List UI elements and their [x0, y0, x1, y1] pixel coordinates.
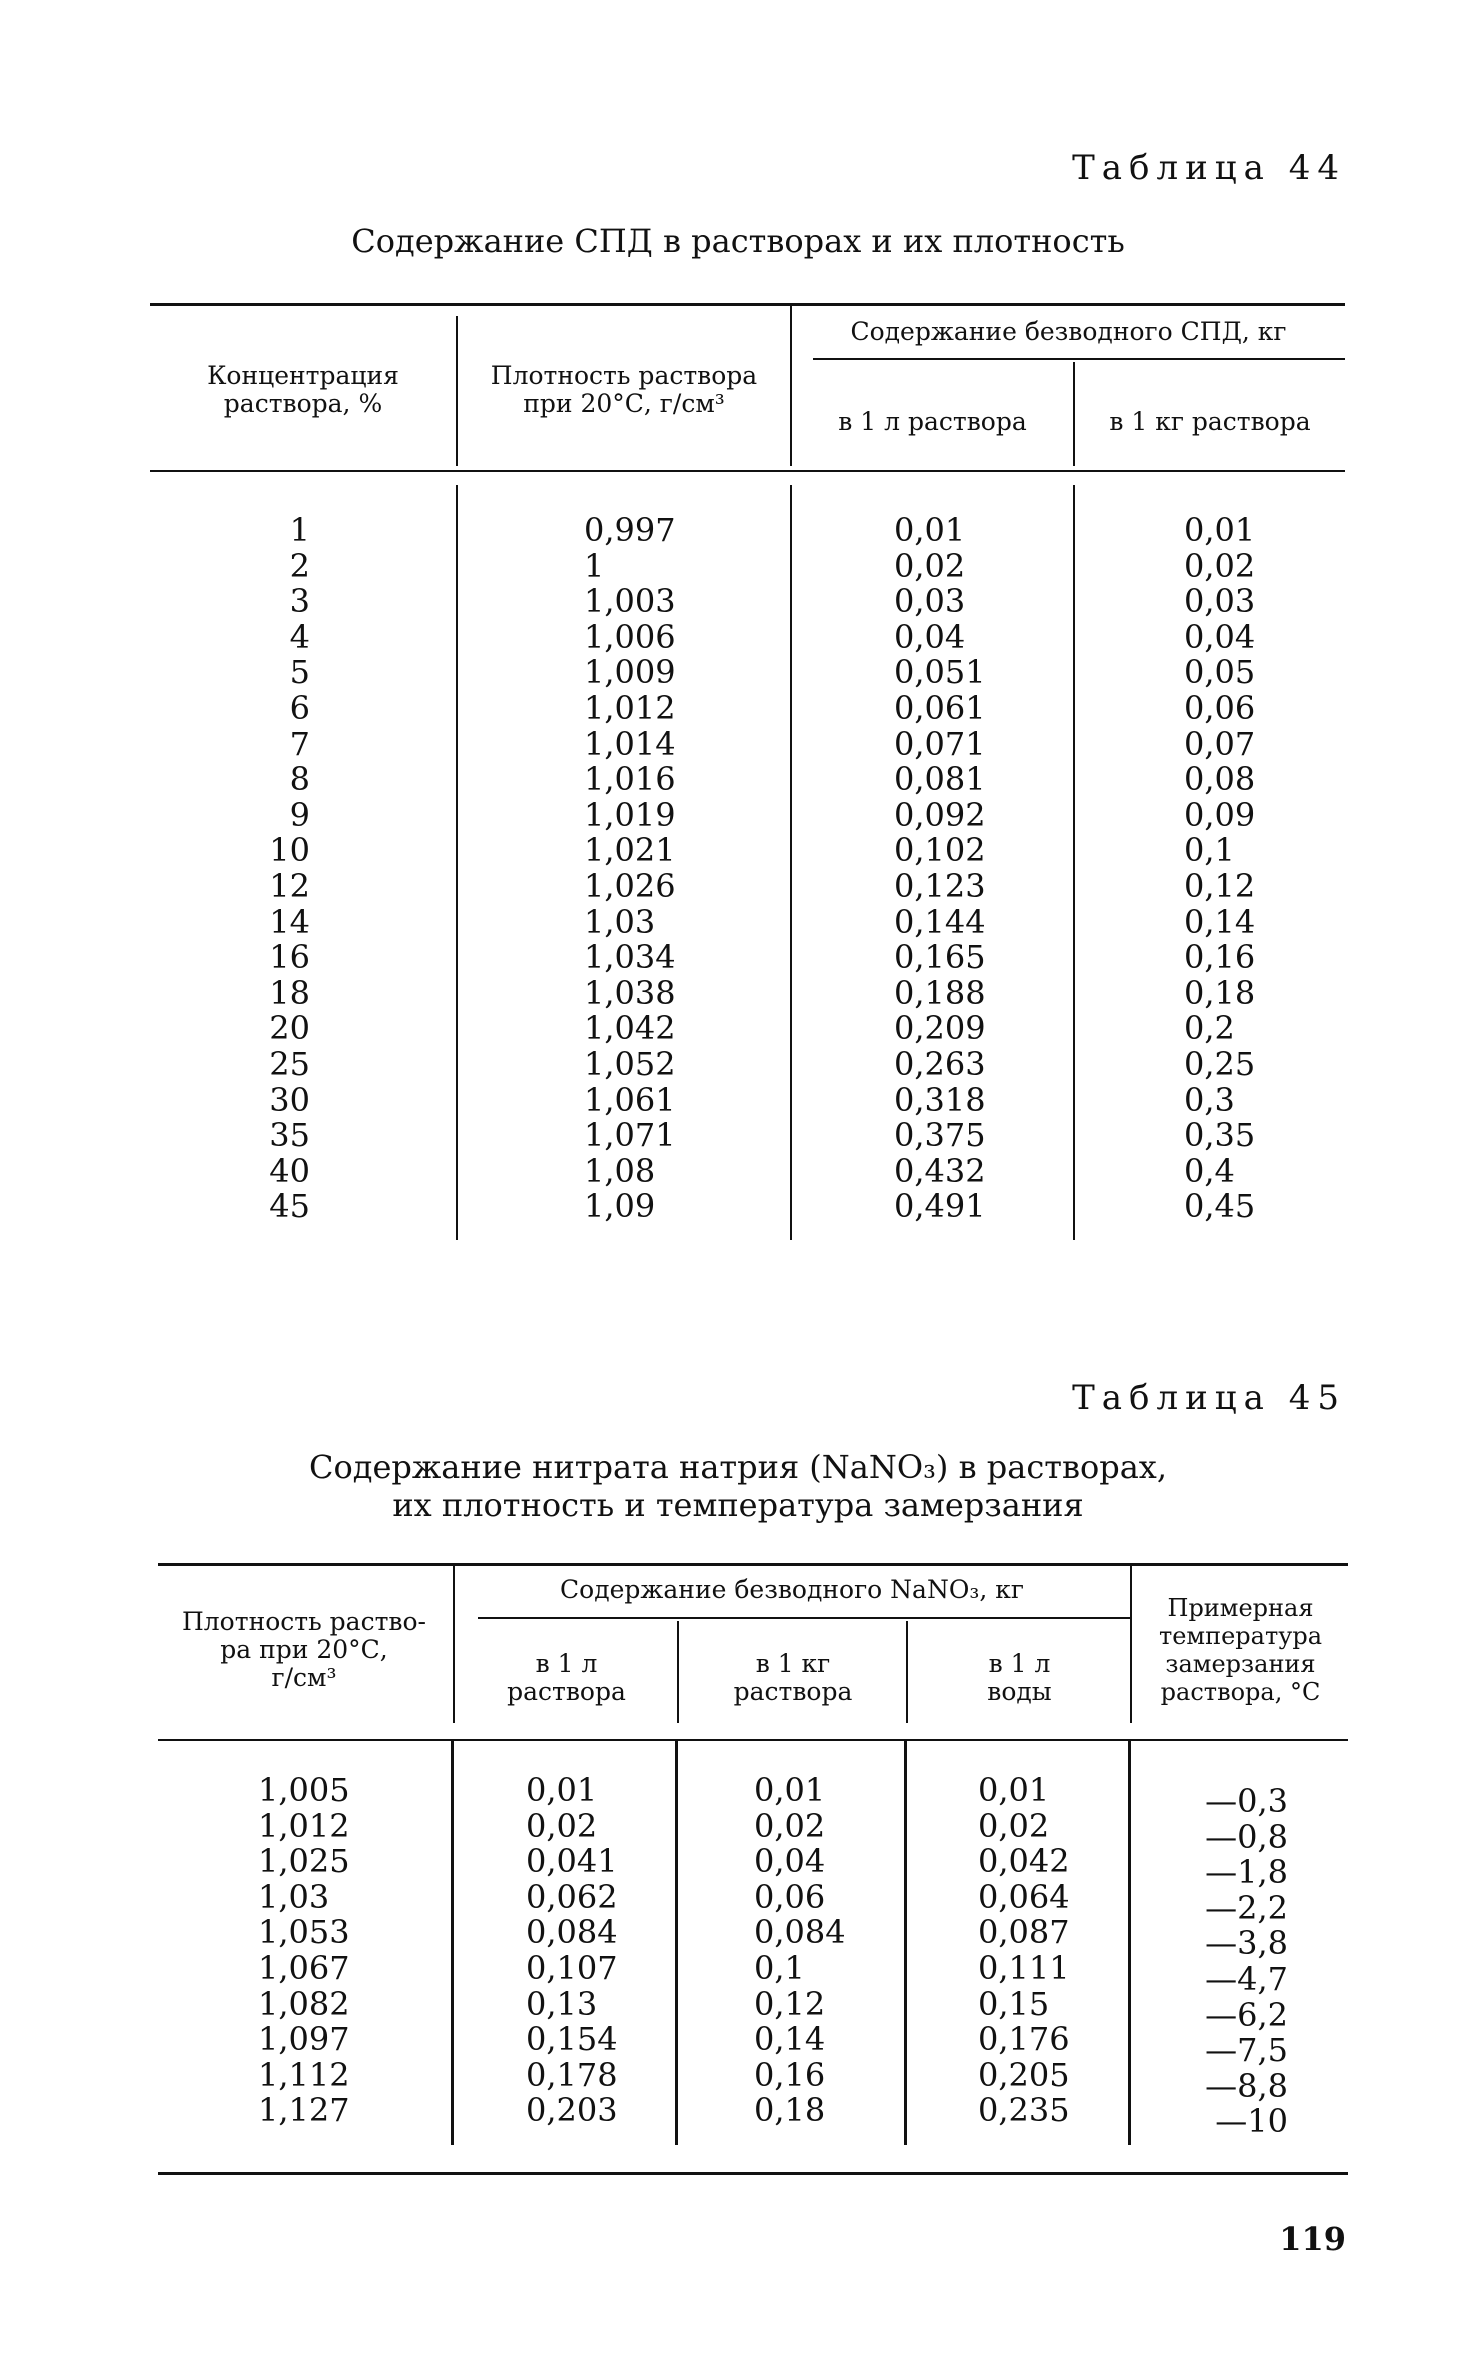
table-cell: 0,02: [754, 1806, 826, 1845]
table-cell: 0,062: [526, 1877, 618, 1916]
table-cell: 0,14: [1184, 902, 1256, 941]
table-45-vline: [451, 1740, 454, 2145]
table-44-column-density: [584, 513, 676, 1225]
table-cell: 0,02: [894, 546, 966, 585]
table-45-column-freezing: [1140, 1784, 1288, 2140]
table-cell: 1,012: [584, 688, 676, 727]
table-cell: 45: [269, 1187, 310, 1226]
table-cell: 6: [289, 688, 310, 727]
table-cell: 1: [289, 511, 310, 549]
table-cell: 1,127: [258, 2091, 350, 2130]
table-45-vline: [675, 1740, 678, 2145]
table-45-column-per-liter-solution: [526, 1773, 618, 2129]
table-cell: 0,01: [1184, 511, 1256, 549]
table-cell: —4,7: [1205, 1959, 1288, 1998]
table-cell: 0,16: [754, 2055, 826, 2094]
table-cell: 35: [269, 1116, 310, 1155]
table-44-label: Таблица 44: [1072, 148, 1346, 188]
table-cell: 0,06: [754, 1877, 826, 1916]
table-cell: 0,12: [1184, 866, 1256, 905]
table-cell: 0,13: [526, 1984, 598, 2023]
table-cell: 0,14: [754, 2020, 826, 2059]
table-cell: 1,067: [258, 1948, 350, 1987]
table-cell: 0,092: [894, 795, 986, 834]
table-cell: 0,041: [526, 1842, 618, 1881]
table-cell: 0,04: [754, 1842, 826, 1881]
table-45-column-per-kg-solution: [754, 1773, 846, 2129]
table-45-header-freezing: Примерная температура замерзания раствора, °С: [1158, 1594, 1323, 1706]
table-cell: 0,111: [978, 1948, 1070, 1987]
table-cell: 0,35: [1184, 1116, 1256, 1155]
table-cell: 2: [289, 546, 310, 585]
table-cell: 0,05: [1184, 653, 1256, 692]
table-cell: 8: [289, 760, 310, 799]
table-cell: 7: [289, 724, 310, 763]
table-cell: 0,178: [526, 2055, 618, 2094]
table-cell: 1,097: [258, 2020, 350, 2059]
table-cell: —0,3: [1205, 1782, 1288, 1820]
table-45-column-per-liter-water: [978, 1773, 1070, 2129]
table-cell: 1,021: [584, 831, 676, 870]
table-cell: 1,03: [258, 1877, 330, 1916]
table-45-vline: [1128, 1740, 1131, 2145]
table-cell: 0,084: [754, 1913, 846, 1952]
table-cell: 0,042: [978, 1842, 1070, 1881]
table-cell: 40: [269, 1151, 310, 1190]
table-45-bottom-rule: [158, 2172, 1348, 2175]
table-cell: 1,052: [584, 1044, 676, 1083]
table-44-header-density: Плотность раствора при 20°С, г/см³: [490, 361, 758, 418]
table-cell: 0,176: [978, 2020, 1070, 2059]
table-cell: 0,04: [1184, 617, 1256, 656]
table-cell: 0,18: [754, 2091, 826, 2130]
table-44-column-per-kg: [1184, 513, 1255, 1225]
table-cell: 0,3: [1184, 1080, 1235, 1119]
page-number: 119: [1279, 2220, 1346, 2258]
table-cell: 1,053: [258, 1913, 350, 1952]
table-cell: 3: [289, 582, 310, 621]
table-cell: 0,02: [978, 1806, 1050, 1845]
table-cell: 1,09: [584, 1187, 656, 1226]
table-cell: 1,009: [584, 653, 676, 692]
table-cell: 1,005: [258, 1771, 350, 1809]
table-45-vline: [453, 1566, 455, 1723]
table-cell: 1,014: [584, 724, 676, 763]
table-cell: 0,01: [754, 1771, 826, 1809]
table-cell: 0,154: [526, 2020, 618, 2059]
table-45-header-content: Содержание безводного NaNO₃, кг: [560, 1575, 1024, 1604]
table-44-column-per-liter: [894, 513, 986, 1225]
table-cell: 0,01: [894, 511, 966, 549]
table-cell: 0,318: [894, 1080, 986, 1119]
table-cell: 10: [269, 831, 310, 870]
table-cell: 0,25: [1184, 1044, 1256, 1083]
table-cell: 1,016: [584, 760, 676, 799]
table-44-column-concentration: [150, 513, 310, 1225]
table-cell: 1,042: [584, 1009, 676, 1048]
table-cell: 0,06: [1184, 688, 1256, 727]
table-45-column-density: [258, 1773, 350, 2129]
table-cell: 9: [289, 795, 310, 834]
table-cell: 1,03: [584, 902, 656, 941]
table-45-header-density: Плотность раство- ра при 20°С, г/см³: [182, 1607, 426, 1692]
table-cell: 0,061: [894, 688, 986, 727]
table-cell: 0,071: [894, 724, 986, 763]
table-cell: 0,03: [894, 582, 966, 621]
table-cell: 0,205: [978, 2055, 1070, 2094]
table-cell: 0,997: [584, 511, 676, 549]
table-cell: 0,4: [1184, 1151, 1235, 1190]
table-44-subheader-rule: [813, 358, 1345, 360]
table-cell: 25: [269, 1044, 310, 1083]
table-45-header-per-liter-water: в 1 л воды: [987, 1649, 1052, 1706]
table-cell: 0,18: [1184, 973, 1256, 1012]
table-45-vline: [1130, 1566, 1132, 1723]
table-44-header-concentration: Концентрация раствора, %: [207, 361, 399, 418]
table-cell: 1,025: [258, 1842, 350, 1881]
table-cell: 0,45: [1184, 1187, 1256, 1226]
table-cell: 0,064: [978, 1877, 1070, 1916]
table-44-header-per-kg: в 1 кг раствора: [1109, 407, 1311, 436]
table-cell: 1,112: [258, 2055, 350, 2094]
table-cell: 1,026: [584, 866, 676, 905]
table-cell: 0,12: [754, 1984, 826, 2023]
table-cell: 0,235: [978, 2091, 1070, 2130]
table-44-header-per-liter: в 1 л раствора: [838, 407, 1027, 436]
table-45-header-rule: [158, 1739, 1348, 1741]
table-cell: 0,203: [526, 2091, 618, 2130]
table-cell: 0,04: [894, 617, 966, 656]
table-cell: 0,087: [978, 1913, 1070, 1952]
table-cell: —8,8: [1205, 2066, 1288, 2105]
table-cell: 1,038: [584, 973, 676, 1012]
table-44-vline: [1073, 485, 1075, 1240]
table-cell: 0,144: [894, 902, 986, 941]
table-cell: 0,01: [526, 1771, 598, 1809]
table-cell: 0,01: [978, 1771, 1050, 1809]
table-cell: 16: [269, 938, 310, 977]
table-45-vline: [906, 1621, 908, 1723]
table-cell: 0,084: [526, 1913, 618, 1952]
table-45-subheader-rule: [478, 1617, 1130, 1619]
table-cell: 0,02: [1184, 546, 1256, 585]
table-44-vline: [456, 485, 458, 1240]
table-45-top-rule: [158, 1563, 1348, 1566]
table-cell: 0,209: [894, 1009, 986, 1048]
table-cell: —1,8: [1205, 1853, 1288, 1892]
table-cell: 1,061: [584, 1080, 676, 1119]
table-cell: 0,375: [894, 1116, 986, 1155]
table-45-vline: [677, 1621, 679, 1723]
table-cell: 1,034: [584, 938, 676, 977]
table-cell: 0,491: [894, 1187, 986, 1226]
table-cell: 0,03: [1184, 582, 1256, 621]
table-cell: —0,8: [1205, 1817, 1288, 1856]
table-cell: 0,081: [894, 760, 986, 799]
table-44-vline: [790, 485, 792, 1240]
table-cell: 1,019: [584, 795, 676, 834]
table-cell: 0,15: [978, 1984, 1050, 2023]
table-cell: 0,432: [894, 1151, 986, 1190]
table-cell: 0,2: [1184, 1009, 1235, 1048]
table-cell: 5: [289, 653, 310, 692]
table-cell: 0,16: [1184, 938, 1256, 977]
table-44-title: Содержание СПД в растворах и их плотность: [351, 222, 1125, 260]
table-cell: 0,1: [754, 1948, 805, 1987]
table-cell: 0,07: [1184, 724, 1256, 763]
table-45-vline: [904, 1740, 907, 2145]
table-45-label: Таблица 45: [1072, 1378, 1346, 1418]
table-cell: 12: [269, 866, 310, 905]
table-cell: 1: [584, 546, 605, 585]
table-cell: 1,071: [584, 1116, 676, 1155]
table-cell: 30: [269, 1080, 310, 1119]
table-44-header-content: Содержание безводного СПД, кг: [850, 317, 1287, 346]
table-cell: 0,107: [526, 1948, 618, 1987]
table-cell: 1,003: [584, 582, 676, 621]
table-cell: 0,1: [1184, 831, 1235, 870]
table-cell: —2,2: [1205, 1888, 1288, 1927]
table-cell: 0,02: [526, 1806, 598, 1845]
table-cell: 0,263: [894, 1044, 986, 1083]
table-cell: 4: [289, 617, 310, 656]
table-cell: 0,102: [894, 831, 986, 870]
table-45-header-per-liter-solution: в 1 л раствора: [507, 1649, 626, 1706]
table-cell: 0,09: [1184, 795, 1256, 834]
table-cell: 1,082: [258, 1984, 350, 2023]
table-45-header-per-kg-solution: в 1 кг раствора: [733, 1649, 853, 1706]
table-cell: —10: [1215, 2102, 1288, 2141]
table-cell: 0,051: [894, 653, 986, 692]
table-cell: 18: [269, 973, 310, 1012]
table-44-header-rule: [150, 470, 1345, 472]
table-cell: —7,5: [1205, 2031, 1288, 2070]
table-44-top-rule: [150, 303, 1345, 306]
table-cell: 0,08: [1184, 760, 1256, 799]
table-cell: 0,165: [894, 938, 986, 977]
table-cell: 14: [269, 902, 310, 941]
table-cell: —3,8: [1205, 1924, 1288, 1963]
table-cell: 1,006: [584, 617, 676, 656]
table-45-title: Содержание нитрата натрия (NaNO₃) в растворах, их плотность и температура замерзания: [308, 1448, 1168, 1524]
table-cell: —6,2: [1205, 1995, 1288, 2034]
table-cell: 1,012: [258, 1806, 350, 1845]
table-cell: 1,08: [584, 1151, 656, 1190]
table-cell: 0,188: [894, 973, 986, 1012]
table-cell: 0,123: [894, 866, 986, 905]
table-cell: 20: [269, 1009, 310, 1048]
